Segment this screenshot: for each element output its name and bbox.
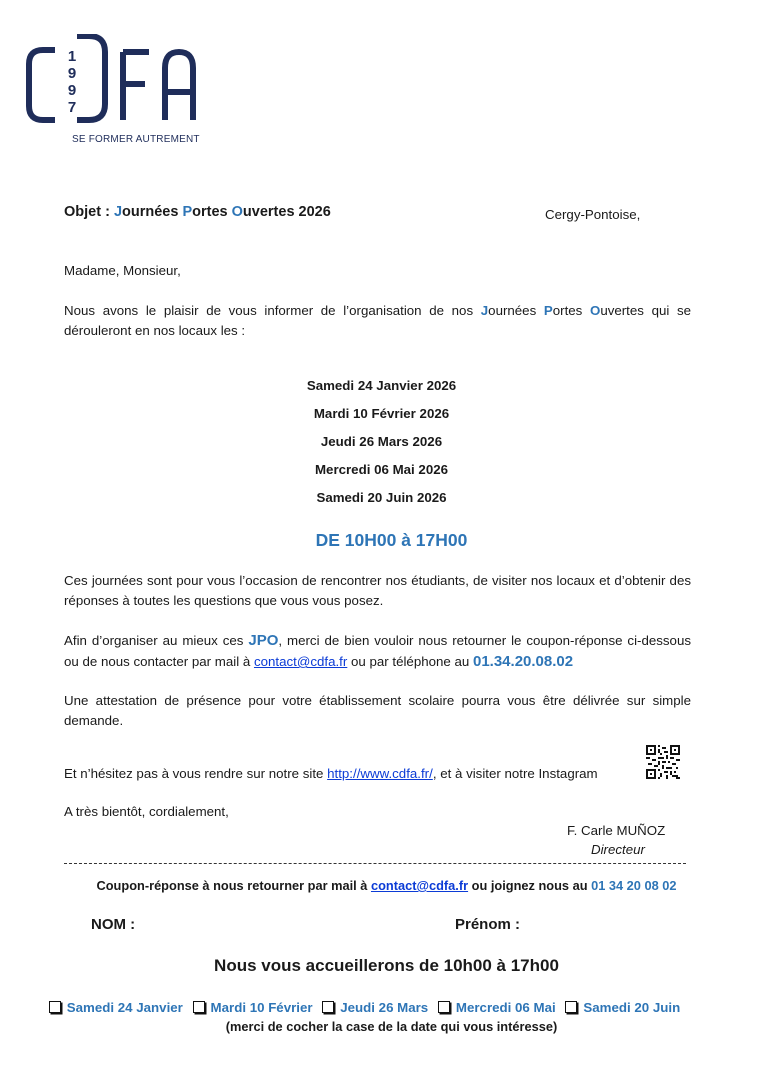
subject-line: Objet : Journées Portes Ouvertes 2026: [64, 204, 331, 220]
date-option[interactable]: Samedi 24 Janvier: [49, 1000, 183, 1015]
welcome-heading: Nous vous accueillerons de 10h00 à 17h00: [214, 956, 559, 975]
attestation-paragraph: Une attestation de présence pour votre établissement scolaire pourra vous être délivrée sur simple demande.: [64, 693, 691, 728]
date-item: Jeudi 26 Mars 2026: [320, 434, 443, 449]
checkbox[interactable]: [49, 1001, 61, 1013]
website-link[interactable]: http://www.cdfa.fr/: [327, 766, 433, 781]
intro-paragraph: Nous avons le plaisir de vous informer de l’organisation de nos Journées Portes Ouvertes qui se dérouleront en nos locaux les :: [64, 303, 692, 338]
nom-field-label[interactable]: NOM :: [91, 916, 136, 933]
cdfa-logo-mark: [25, 34, 200, 126]
cut-line: [64, 863, 686, 864]
date-option[interactable]: Jeudi 26 Mars: [322, 1000, 428, 1015]
date-item: Samedi 20 Juin 2026: [316, 490, 447, 505]
logo-year: 1997: [67, 48, 77, 116]
site-line: Et n’hésitez pas à vous rendre sur notre site http://www.cdfa.fr/, et à visiter notre Instagram: [64, 766, 598, 781]
greeting: Madame, Monsieur,: [64, 263, 181, 278]
coupon-email-link[interactable]: contact@cdfa.fr: [370, 878, 469, 893]
closing: A très bientôt, cordialement,: [64, 804, 229, 819]
logo: [25, 34, 200, 149]
checkbox[interactable]: [193, 1001, 205, 1013]
checkbox[interactable]: [322, 1001, 334, 1013]
signatory-name: F. Carle MUÑOZ: [567, 823, 666, 838]
signatory-title: Directeur: [591, 842, 645, 857]
occasion-paragraph: Ces journées sont pour vous l’occasion de rencontrer nos étudiants, de visiter nos locaux et d’obtenir des réponses à toutes les questions que vous vous posez.: [64, 573, 691, 608]
checkbox[interactable]: [565, 1001, 577, 1013]
date-option[interactable]: Mardi 10 Février: [193, 1000, 313, 1015]
prenom-field-label[interactable]: Prénom :: [455, 916, 521, 933]
date-option[interactable]: Mercredi 06 Mai: [438, 1000, 556, 1015]
date-item: Mercredi 06 Mai 2026: [314, 462, 449, 477]
date-option[interactable]: Samedi 20 Juin: [565, 1000, 680, 1015]
coupon-instructions: Coupon-réponse à nous retourner par mail à contact@cdfa.fr ou joignez nous au 01 34 20 08 02: [96, 878, 677, 893]
instagram-qr-code[interactable]: [646, 745, 680, 779]
hours-heading: DE 10H00 à 17H00: [315, 530, 468, 550]
date-checkbox-list: [0, 1000, 735, 1015]
coupon-note: (merci de cocher la case de la date qui vous intéresse): [225, 1019, 558, 1034]
checkbox[interactable]: [438, 1001, 450, 1013]
organisation-paragraph: Afin d’organiser au mieux ces JPO, merci de bien vouloir nous retourner le coupon-réponse ci-dessous ou de nous contacter par mail à contact@cdfa.fr ou par téléphone au 01.34.20.08.02: [64, 632, 691, 670]
email-link[interactable]: contact@cdfa.fr: [253, 654, 348, 669]
place-date: Cergy-Pontoise,: [545, 207, 641, 222]
logo-tagline: SE FORMER AUTREMENT: [72, 134, 200, 145]
date-item: Mardi 10 Février 2026: [313, 406, 450, 421]
date-item: Samedi 24 Janvier 2026: [306, 378, 457, 393]
